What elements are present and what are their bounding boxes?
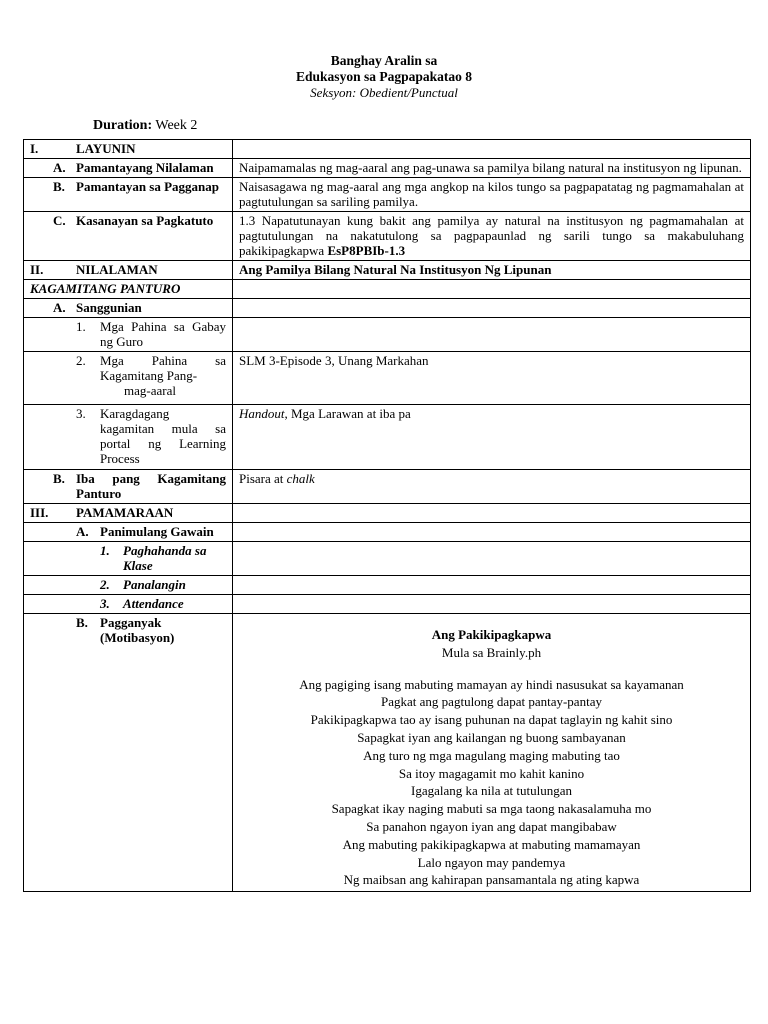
row-content-cell (233, 299, 751, 318)
row-label-cell (24, 140, 233, 159)
poem-title: Ang Pakikipagkapwa (431, 627, 552, 642)
table-row (24, 470, 751, 504)
table-row (24, 352, 751, 405)
competency-code: EsP8PBIb-1.3 (327, 243, 406, 258)
step-number: 3. (100, 596, 110, 611)
other-materials-text: Pisara at (239, 471, 287, 486)
step-label: Attendance (123, 596, 184, 611)
table-row (24, 523, 751, 542)
row-label-cell (24, 504, 233, 523)
row-label-cell (24, 405, 233, 470)
poem-line: Ang turo ng mga magulang maging mabuting tao (363, 747, 620, 763)
title-line-1: Banghay Aralin sa (330, 53, 438, 68)
item-letter: B. (53, 471, 65, 486)
item-label-main: Mga Pahina sa Kagamitang Pang- (100, 353, 226, 383)
table-row (24, 614, 751, 892)
step-number: 2. (100, 577, 110, 592)
step-label: Paghahanda sa Klase (123, 543, 207, 573)
poem-line: Sapagkat iyan ang kailangan ng buong sambayanan (357, 729, 626, 745)
row-label-cell (24, 261, 233, 280)
row-content-cell: SLM 3-Episode 3, Unang Markahan (233, 352, 751, 405)
row-label-cell (24, 352, 233, 405)
roman-numeral: I. (30, 141, 39, 156)
row-label-cell (24, 576, 233, 595)
poem-line: Igagalang ka nila at tutulungan (410, 783, 572, 799)
row-label-cell (24, 299, 233, 318)
poem-line: Lalo ngayon may pandemya (417, 854, 566, 870)
item-label: Iba pang Kagamitang Panturo (76, 471, 226, 501)
table-row (24, 405, 751, 470)
row-label-cell (24, 542, 233, 576)
section-title: NILALAMAN (76, 262, 158, 277)
row-label-cell (24, 523, 233, 542)
poem (239, 626, 744, 889)
table-row (24, 159, 751, 178)
poem-line: Sa panahon ngayon iyan ang dapat mangibabaw (366, 818, 617, 834)
item-number: 2. (76, 353, 86, 368)
table-row (24, 299, 751, 318)
table-row (24, 178, 751, 212)
handout-text: Handout (239, 406, 285, 421)
competency-text: 1.3 Napatutunayan kung bakit ang pamilya ay natural na institusyon ng pagmamahalan at pagtutulungan na nakatutulong sa pagpapaunlad ng sarili tungo sa makabuluhang pakikipagkapwa (239, 213, 744, 258)
item-letter: A. (53, 300, 66, 315)
section-title: PAMAMARAAN (76, 505, 174, 520)
roman-numeral: III. (30, 505, 49, 520)
row-content-cell (233, 542, 751, 576)
chalk-text: chalk (286, 471, 315, 486)
row-content-cell: Naisasagawa ng mag-aaral ang mga angkop na kilos tungo sa pagpapatatag ng pagmamahalan at pagtutulungan sa sariling pamilya. (233, 178, 751, 212)
row-label-cell (24, 614, 233, 892)
poem-lines (239, 676, 744, 890)
row-content-cell (233, 576, 751, 595)
item-number: 1. (76, 319, 86, 334)
poem-line: Sa itoy magagamit mo kahit kanino (398, 765, 585, 781)
poem-line: Ng maibsan ang kahirapan pansamantala ng ating kapwa (343, 872, 640, 888)
materials-text: , Mga Larawan at iba pa (284, 406, 411, 421)
item-letter: A. (76, 524, 89, 539)
item-label: Pamantayang Nilalaman (76, 160, 214, 175)
row-label-cell (24, 318, 233, 352)
table-row (24, 318, 751, 352)
table-row (24, 504, 751, 523)
duration-line (93, 118, 197, 134)
item-number: 3. (76, 406, 86, 421)
row-label-cell (24, 470, 233, 504)
document-header (0, 53, 768, 101)
poem-line: Sapagkat ikay naging mabuti sa mga taong nakasalamuha mo (331, 801, 652, 817)
item-label: Mga Pahina sa Gabay ng Guro (100, 319, 226, 349)
row-content-cell (233, 504, 751, 523)
row-content-cell (233, 614, 751, 892)
row-content-cell (233, 318, 751, 352)
poem-source: Mula sa Brainly.ph (441, 644, 542, 660)
poem-line: Pakikipagkapwa tao ay isang puhunan na dapat taglayin ng kahit sino (310, 712, 673, 728)
poem-line: Pagkat ang pagtulong dapat pantay-pantay (381, 694, 602, 710)
item-label: Pagganyak (Motibasyon) (100, 615, 175, 645)
row-content-cell: Naipamamalas ng mag-aaral ang pag-unawa sa pamilya bilang natural na institusyon ng lipunan. (233, 159, 751, 178)
table-row (24, 542, 751, 576)
row-label-cell: KAGAMITANG PANTURO (24, 280, 233, 299)
table-row (24, 212, 751, 261)
row-content-cell (233, 405, 751, 470)
item-letter: B. (76, 615, 88, 630)
row-content-cell (233, 212, 751, 261)
item-label: Sanggunian (76, 300, 142, 315)
item-label: Pamantayan sa Pagganap (76, 179, 220, 194)
row-content-cell (233, 595, 751, 614)
item-label (100, 353, 226, 398)
row-label-cell (24, 595, 233, 614)
item-letter: C. (53, 213, 66, 228)
table-row (24, 261, 751, 280)
roman-numeral: II. (30, 262, 44, 277)
table-row (24, 576, 751, 595)
item-label: Panimulang Gawain (100, 524, 214, 539)
step-number: 1. (100, 543, 110, 558)
row-label-cell (24, 212, 233, 261)
row-label-cell (24, 159, 233, 178)
row-content-cell (233, 280, 751, 299)
poem-line: Ang pagiging isang mabuting mamayan ay hindi nasusukat sa kayamanan (299, 676, 684, 692)
item-label-continuation: mag-aaral (124, 383, 176, 398)
section-title: LAYUNIN (76, 141, 136, 156)
row-content-cell (233, 140, 751, 159)
item-letter: B. (53, 179, 65, 194)
table-row (24, 595, 751, 614)
title-line-2: Edukasyon sa Pagpapakatao 8 (296, 69, 472, 84)
step-label: Panalangin (123, 577, 186, 592)
table-row (24, 280, 751, 299)
table-row (24, 140, 751, 159)
row-content-cell (233, 470, 751, 504)
section-subtitle: Seksyon: Obedient/Punctual (310, 85, 458, 100)
row-content-cell: Ang Pamilya Bilang Natural Na Institusyon Ng Lipunan (233, 261, 751, 280)
duration-label: Duration: (93, 118, 153, 133)
row-content-cell (233, 523, 751, 542)
item-label: Karagdagang kagamitan mula sa portal ng Learning Process (100, 406, 226, 466)
item-letter: A. (53, 160, 66, 175)
row-label-cell (24, 178, 233, 212)
poem-line: Ang mabuting pakikipagkapwa at mabuting mamamayan (342, 836, 641, 852)
duration-value: Week 2 (155, 118, 198, 133)
item-label: Kasanayan sa Pagkatuto (76, 213, 214, 228)
lesson-plan-table (23, 139, 751, 892)
